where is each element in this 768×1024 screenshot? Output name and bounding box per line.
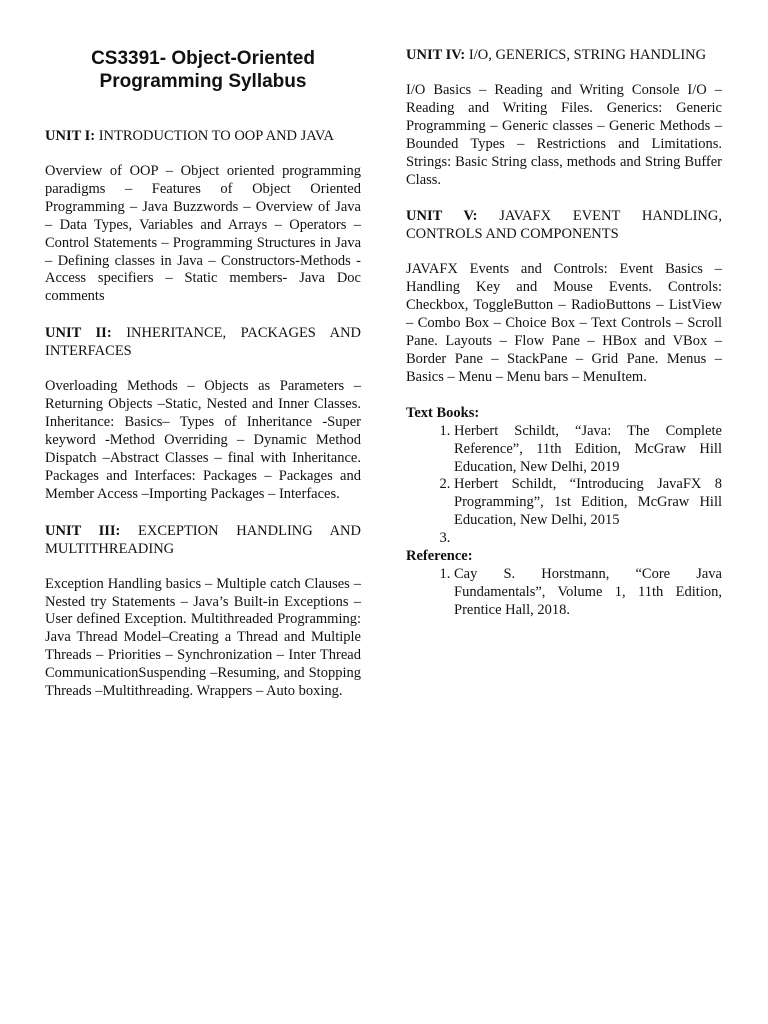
unit-1-heading bbox=[45, 127, 361, 145]
page-title: CS3391- Object-Oriented Programming Syllabus bbox=[91, 48, 315, 92]
text-book-item: 1. Herbert Schildt, “Java: The Complete Reference”, 11th Edition, McGraw Hill Education, New Delhi, 2019 bbox=[454, 423, 722, 477]
reference-list bbox=[406, 566, 722, 620]
unit-5-title: JAVAFX EVENT HANDLING, CONTROLS AND COMPONENTS bbox=[406, 208, 723, 243]
unit-1-body: Overview of OOP – Object oriented programming paradigms – Features of Object Oriented Programming – Java Buzzwords – Overview of Java – Data Types, Variables and Arrays – Operators – Control Statements – Programming Structures in Java – Defining classes in Java – Constructors-Methods -Access specifiers – Static members- Java Doc comments bbox=[45, 163, 361, 305]
text-books-list bbox=[406, 423, 722, 548]
unit-2-label: UNIT II: bbox=[45, 325, 112, 342]
unit-5-label: UNIT V: bbox=[406, 208, 478, 225]
unit-1-label: UNIT I: bbox=[45, 128, 96, 144]
text-book-item bbox=[454, 530, 722, 548]
reference-item: 1. Cay S. Horstmann, “Core Java Fundamentals”, Volume 1, 11th Edition, Prentice Hall, 2018. bbox=[454, 566, 722, 620]
unit-4-body: I/O Basics – Reading and Writing Console I/O – Reading and Writing Files. Generics: Generic Programming – Generic classes – Generic Methods – Bounded Types – Restrictions and Limitations. Strings: Basic String class, methods and String Buffer Class. bbox=[406, 82, 722, 188]
text-books-label: Text Books: bbox=[406, 404, 480, 421]
unit-1-title: INTRODUCTION TO OOP AND JAVA bbox=[98, 128, 334, 144]
unit-3-label: UNIT III: bbox=[45, 522, 121, 539]
text-book-item: 2. Herbert Schildt, “Introducing JavaFX 8 Programming”, 1st Edition, McGraw Hill Education, New Delhi, 2015 bbox=[454, 476, 722, 530]
unit-3-title: EXCEPTION HANDLING AND MULTITHREADING bbox=[45, 522, 361, 557]
right-column bbox=[406, 46, 722, 620]
unit-5-heading bbox=[406, 207, 722, 243]
unit-2-heading bbox=[45, 324, 361, 360]
unit-3-heading bbox=[45, 522, 361, 558]
unit-4-label: UNIT IV: bbox=[406, 47, 466, 63]
unit-2-title: INHERITANCE, PACKAGES AND INTERFACES bbox=[45, 325, 362, 360]
left-column bbox=[45, 44, 361, 719]
unit-5-body: JAVAFX Events and Controls: Event Basics – Handling Key and Mouse Events. Controls: Checkbox, ToggleButton – RadioButtons – ListView – Combo Box – Choice Box – Text Controls – Scroll Pane. Layouts – Flow Pane – HBox and VBox – Border Pane – StackPane – Grid Pane. Menus – Basics – Menu – Menu bars – MenuItem. bbox=[406, 261, 722, 385]
unit-4-heading bbox=[406, 46, 722, 64]
unit-2-body: Overloading Methods – Objects as Parameters – Returning Objects –Static, Nested and Inner Classes. Inheritance: Basics– Types of Inheritance -Super keyword -Method Overriding – Dynamic Method Dispatch –Abstract Classes – final with Inheritance. Packages and Interfaces: Packages – Packages and Member Access –Importing Packages – Interfaces. bbox=[45, 378, 361, 502]
unit-3-body: Exception Handling basics – Multiple catch Clauses – Nested try Statements – Java’s Built-in Exceptions – User defined Exception. Multithreaded Programming: Java Thread Model–Creating a Thread and Multiple Threads – Priorities – Synchronization – Inter Thread CommunicationSuspending –Resuming, and Stopping Threads –Multithreading. Wrappers – Auto boxing. bbox=[45, 575, 361, 700]
reference-label: Reference: bbox=[406, 548, 473, 565]
unit-4-title: I/O, GENERICS, STRING HANDLING bbox=[468, 47, 707, 63]
